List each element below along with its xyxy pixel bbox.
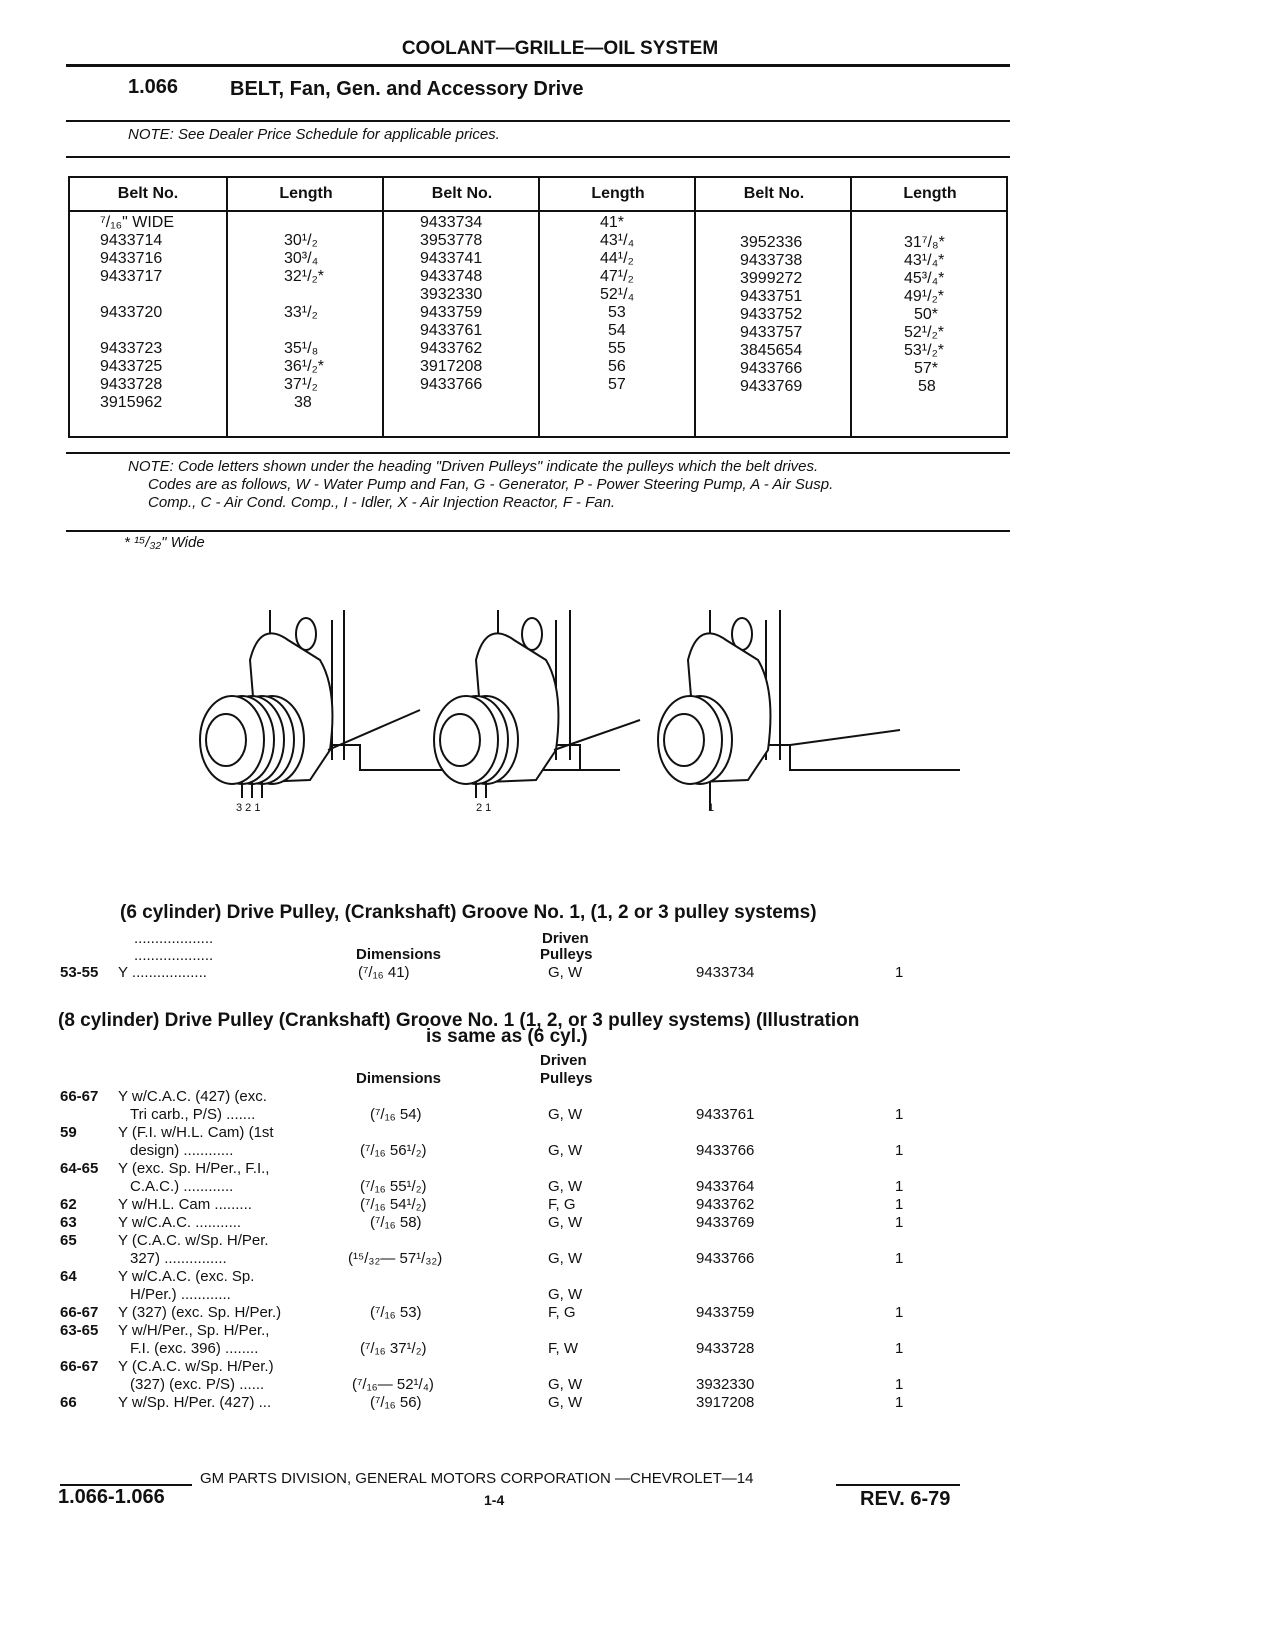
quantity: 1 (895, 1142, 904, 1159)
driven-pulleys: F, G (548, 1304, 576, 1321)
year-range: 66-67 (60, 1088, 99, 1105)
price-note: NOTE: See Dealer Price Schedule for applicable prices. (128, 126, 500, 143)
application-cont: H/Per.) ............ (130, 1286, 231, 1303)
pulley-illustration (180, 600, 1000, 870)
driven-pulleys: G, W (548, 1286, 583, 1303)
driven-pulleys: G, W (548, 1142, 583, 1159)
application-cont: C.A.C.) ............ (130, 1178, 234, 1195)
length-cell: 41* (600, 214, 625, 231)
length-cell: 32¹/₂* (284, 268, 325, 285)
belt-no-cell: 9433769 (740, 378, 803, 395)
part-number: 9433761 (696, 1106, 755, 1123)
pulleys-header: Pulleys (540, 1070, 593, 1087)
footer-revision: REV. 6-79 (860, 1488, 951, 1510)
length-cell: 38 (294, 394, 312, 411)
quantity: 1 (895, 1214, 904, 1231)
part-number: 9433766 (696, 1250, 755, 1267)
note-rule-top (66, 120, 1010, 122)
length-cell: 53¹/₂* (904, 342, 945, 359)
belt-no-cell: 3915962 (100, 394, 163, 411)
header-rule-top (66, 64, 1010, 67)
length-cell: 47¹/₂ (600, 268, 634, 285)
length-cell: 43¹/₄* (904, 252, 945, 269)
length-cell: 31⁷/₈* (904, 234, 945, 251)
dot-leader: ................... (134, 930, 214, 947)
section-header: COOLANT—GRILLE—OIL SYSTEM (401, 38, 719, 59)
length-cell: 49¹/₂* (904, 288, 945, 305)
dimension: (⁷/₁₆ 54) (370, 1106, 422, 1123)
quantity: 1 (895, 1178, 904, 1195)
year-range: 65 (60, 1232, 77, 1249)
belt-no-cell: 9433748 (420, 268, 483, 285)
belt-no-cell: 9433766 (420, 376, 483, 393)
driven-pulleys: F, G (548, 1196, 576, 1213)
length-cell: 53 (608, 304, 626, 321)
belt-no-header: Belt No. (384, 178, 540, 212)
footer-page-number: 1-4 (484, 1492, 505, 1508)
application-cont: design) ............ (130, 1142, 234, 1159)
dimension: (⁷/₁₆ 53) (370, 1304, 422, 1321)
eight-cyl-title-cont: is same as (6 cyl.) (426, 1026, 588, 1047)
driven-pulleys: G, W (548, 964, 583, 981)
belt-no-cell: 9433741 (420, 250, 483, 267)
pulley-2-groove (434, 610, 640, 798)
six-cyl-title: (6 cylinder) Drive Pulley, (Crankshaft) Groove No. 1, (1, 2 or 3 pulley systems) (120, 902, 817, 923)
length-cell: 30¹/₂ (284, 232, 318, 249)
application-cont: 327) ............... (130, 1250, 227, 1267)
year-range: 63 (60, 1214, 77, 1231)
application-cont: Tri carb., P/S) ....... (130, 1106, 256, 1123)
belt-no-cell: 9433752 (740, 306, 803, 323)
application: Y w/H/Per., Sp. H/Per., (118, 1322, 270, 1339)
length-cell: 33¹/₂ (284, 304, 318, 321)
dot-leader: ................... (134, 947, 214, 964)
pulley-1-groove (658, 610, 960, 810)
belt-no-cell: 3845654 (740, 342, 803, 359)
note-rule-bottom (66, 156, 1010, 158)
application: Y (exc. Sp. H/Per., F.I., (118, 1160, 270, 1177)
belt-table (68, 176, 1008, 438)
belt-no-header: Belt No. (696, 178, 852, 212)
part-number: 9433759 (696, 1304, 755, 1321)
eight-cyl-title: (8 cylinder) Drive Pulley (Crankshaft) Groove No. 1 (1, 2, or 3 pulley systems) (Illustration (58, 1010, 860, 1031)
quantity: 1 (895, 1250, 904, 1267)
application-cont: (327) (exc. P/S) ...... (130, 1376, 265, 1393)
driven-pulleys: G, W (548, 1178, 583, 1195)
driven-pulleys: G, W (548, 1106, 583, 1123)
year-range: 64 (60, 1268, 77, 1285)
dimensions-header: Dimensions (356, 1070, 442, 1087)
code-note-line-1: NOTE: Code letters shown under the heading "Driven Pulleys" indicate the pulleys which the belt drives. (128, 458, 819, 475)
length-cell: 30³/₄ (284, 250, 319, 267)
belt-no-cell: 3952336 (740, 234, 803, 251)
year-range: 62 (60, 1196, 77, 1213)
length-cell: 50* (914, 306, 939, 323)
belt-no-cell: 9433716 (100, 250, 163, 267)
belt-no-cell: 9433717 (100, 268, 163, 285)
driven-pulleys: G, W (548, 1250, 583, 1267)
driven-pulleys: F, W (548, 1340, 578, 1357)
quantity: 1 (895, 1106, 904, 1123)
length-cell: 57* (914, 360, 939, 377)
belt-no-cell: 9433762 (420, 340, 483, 357)
groove-label: 3 2 1 (236, 802, 261, 814)
application: Y .................. (118, 964, 207, 981)
length-cell: 52¹/₄ (600, 286, 635, 303)
dimension: (⁷/₁₆ 54¹/₂) (360, 1196, 427, 1213)
dimensions-header: Dimensions (356, 946, 442, 963)
footer-division: GM PARTS DIVISION, GENERAL MOTORS CORPORATION —CHEVROLET—14 (200, 1470, 754, 1487)
code-note-rule-bottom (66, 530, 1010, 532)
part-number: 9433766 (696, 1142, 755, 1159)
footer-page-range: 1.066-1.066 (58, 1486, 165, 1508)
belt-no-cell: ⁷/₁₆" WIDE (100, 214, 174, 231)
year-range: 66 (60, 1394, 77, 1411)
length-header: Length (228, 178, 384, 212)
length-cell: 58 (918, 378, 936, 395)
length-cell: 35¹/₈ (284, 340, 319, 357)
year-range: 64-65 (60, 1160, 99, 1177)
application: Y w/C.A.C. ........... (118, 1214, 242, 1231)
quantity: 1 (895, 1196, 904, 1213)
code-note-line-3: Comp., C - Air Cond. Comp., I - Idler, X - Air Injection Reactor, F - Fan. (148, 494, 616, 511)
part-number: 9433764 (696, 1178, 755, 1195)
length-cell: 52¹/₂* (904, 324, 945, 341)
belt-no-cell: 9433759 (420, 304, 483, 321)
driven-header: Driven (540, 1052, 587, 1069)
application-cont: F.I. (exc. 396) ........ (130, 1340, 259, 1357)
length-cell: 55 (608, 340, 626, 357)
year-range: 59 (60, 1124, 77, 1141)
application: Y w/Sp. H/Per. (427) ... (118, 1394, 272, 1411)
footnote-wide: * ¹⁵/₃₂" Wide (124, 534, 205, 551)
application: Y (F.I. w/H.L. Cam) (1st (118, 1124, 274, 1141)
year-range: 53-55 (60, 964, 99, 981)
belt-no-cell: 9433761 (420, 322, 483, 339)
part-number: 9433734 (696, 964, 755, 981)
quantity: 1 (895, 964, 904, 981)
part-number: 3917208 (696, 1394, 755, 1411)
driven-pulleys: G, W (548, 1214, 583, 1231)
belt-no-cell: 3953778 (420, 232, 483, 249)
dimension: (⁷/₁₆ 58) (370, 1214, 422, 1231)
application: Y (327) (exc. Sp. H/Per.) (118, 1304, 282, 1321)
section-title: BELT, Fan, Gen. and Accessory Drive (230, 78, 584, 100)
length-cell: 44¹/₂ (600, 250, 634, 267)
part-number: 3932330 (696, 1376, 755, 1393)
part-number: 9433728 (696, 1340, 755, 1357)
quantity: 1 (895, 1340, 904, 1357)
belt-no-cell: 9433728 (100, 376, 163, 393)
belt-no-cell: 9433766 (740, 360, 803, 377)
year-range: 66-67 (60, 1358, 99, 1375)
dimension: (⁷/₁₆ 37¹/₂) (360, 1340, 427, 1357)
part-number: 9433769 (696, 1214, 755, 1231)
application: Y w/H.L. Cam ......... (118, 1196, 252, 1213)
belt-no-cell: 9433723 (100, 340, 163, 357)
belt-no-cell: 9433738 (740, 252, 803, 269)
belt-no-cell: 9433757 (740, 324, 803, 341)
application: Y w/C.A.C. (427) (exc. (118, 1088, 267, 1105)
belt-no-cell: 9433725 (100, 358, 163, 375)
driven-pulleys: G, W (548, 1394, 583, 1411)
dimension: (⁷/₁₆ 55¹/₂) (360, 1178, 427, 1195)
belt-no-cell: 3917208 (420, 358, 483, 375)
belt-no-header: Belt No. (70, 178, 226, 212)
length-cell: 54 (608, 322, 626, 339)
driven-pulleys: G, W (548, 1376, 583, 1393)
dimension: (⁷/₁₆ 41) (358, 964, 410, 981)
dimension: (⁷/₁₆ 56¹/₂) (360, 1142, 427, 1159)
length-cell: 36¹/₂* (284, 358, 325, 375)
pulleys-header: Pulleys (540, 946, 593, 963)
length-cell: 56 (608, 358, 626, 375)
length-header: Length (852, 178, 1008, 212)
section-number: 1.066 (128, 76, 179, 98)
dimension: (¹⁵/₃₂— 57¹/₃₂) (348, 1250, 443, 1267)
part-number: 9433762 (696, 1196, 755, 1213)
application: Y w/C.A.C. (exc. Sp. (118, 1268, 255, 1285)
length-header: Length (540, 178, 696, 212)
belt-no-cell: 9433720 (100, 304, 163, 321)
quantity: 1 (895, 1304, 904, 1321)
code-note-line-2: Codes are as follows, W - Water Pump and Fan, G - Generator, P - Power Steering Pump, A - Air Susp. (148, 476, 834, 493)
application: Y (C.A.C. w/Sp. H/Per. (118, 1232, 269, 1249)
quantity: 1 (895, 1376, 904, 1393)
belt-no-cell: 3932330 (420, 286, 483, 303)
groove-label: 2 1 (476, 802, 492, 814)
dimension: (⁷/₁₆ 56) (370, 1394, 422, 1411)
belt-no-cell: 9433734 (420, 214, 483, 231)
length-cell: 57 (608, 376, 626, 393)
length-cell: 43¹/₄ (600, 232, 635, 249)
year-range: 63-65 (60, 1322, 99, 1339)
belt-no-cell: 9433714 (100, 232, 163, 249)
belt-no-cell: 9433751 (740, 288, 803, 305)
length-cell: 37¹/₂ (284, 376, 318, 393)
quantity: 1 (895, 1394, 904, 1411)
dimension: (⁷/₁₆— 52¹/₄) (352, 1376, 434, 1393)
footer-rule-right (836, 1484, 960, 1486)
belt-no-cell: 3999272 (740, 270, 803, 287)
year-range: 66-67 (60, 1304, 99, 1321)
groove-label: 1 (708, 802, 715, 814)
length-cell: 45³/₄* (904, 270, 945, 287)
code-note-rule-top (66, 452, 1010, 454)
driven-header: Driven (542, 930, 589, 947)
application: Y (C.A.C. w/Sp. H/Per.) (118, 1358, 274, 1375)
